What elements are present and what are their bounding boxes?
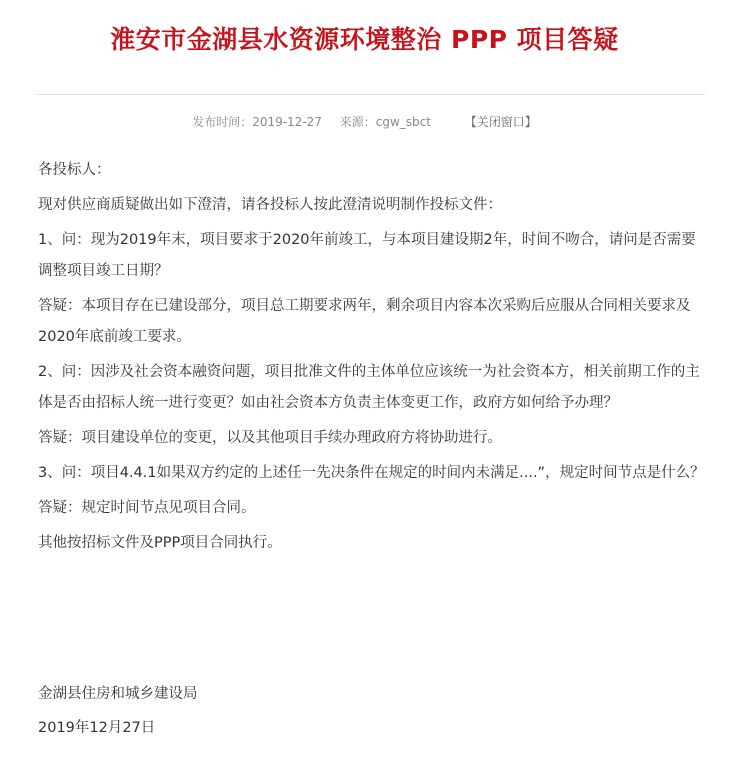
question-2: 2、问：因涉及社会资本融资问题，项目批准文件的主体单位应该统一为社会资本方，相关前期工作的主体是否由招标人统一进行变更？如由社会资本方负责主体变更工作，政府方如何给予办理？ (38, 364, 700, 411)
article-body (38, 155, 710, 563)
signature-org: 金湖县住房和城乡建设局 (38, 686, 198, 702)
publish-time: 发布时间：2019-12-27 (192, 115, 322, 129)
title-divider (36, 94, 705, 95)
source-label: 来源：cgw_sbct (339, 115, 431, 129)
closing-paragraph: 其他按招标文件及PPP项目合同执行。 (38, 535, 282, 551)
greeting: 各投标人： (38, 162, 111, 178)
answer-2: 答疑：项目建设单位的变更，以及其他项目手续办理政府方将协助进行。 (38, 430, 502, 446)
answer-3: 答疑：规定时间节点见项目合同。 (38, 500, 256, 516)
answer-1: 答疑：本项目存在已建设部分，项目总工期要求两年，剩余项目内容本次采购后应服从合同相关要求及2020年底前竣工要求。 (38, 298, 691, 345)
intro-paragraph: 现对供应商质疑做出如下澄清，请各投标人按此澄清说明制作投标文件： (38, 197, 502, 213)
question-1: 1、问：现为2019年末，项目要求于2020年前竣工，与本项目建设期2年，时间不吻合，请问是否需要调整项目竣工日期？ (38, 232, 696, 279)
page-title: 淮安市金湖县水资源环境整治 PPP 项目答疑 (110, 25, 619, 54)
question-3: 3、问：项目4.4.1如果双方约定的上述任一先决条件在规定的时间内未满足....”，规定时间节点是什么？ (38, 465, 705, 481)
signature-date: 2019年12月27日 (38, 720, 156, 736)
article-meta (0, 112, 729, 132)
close-window-link[interactable]: 【关闭窗口】 (464, 115, 537, 129)
